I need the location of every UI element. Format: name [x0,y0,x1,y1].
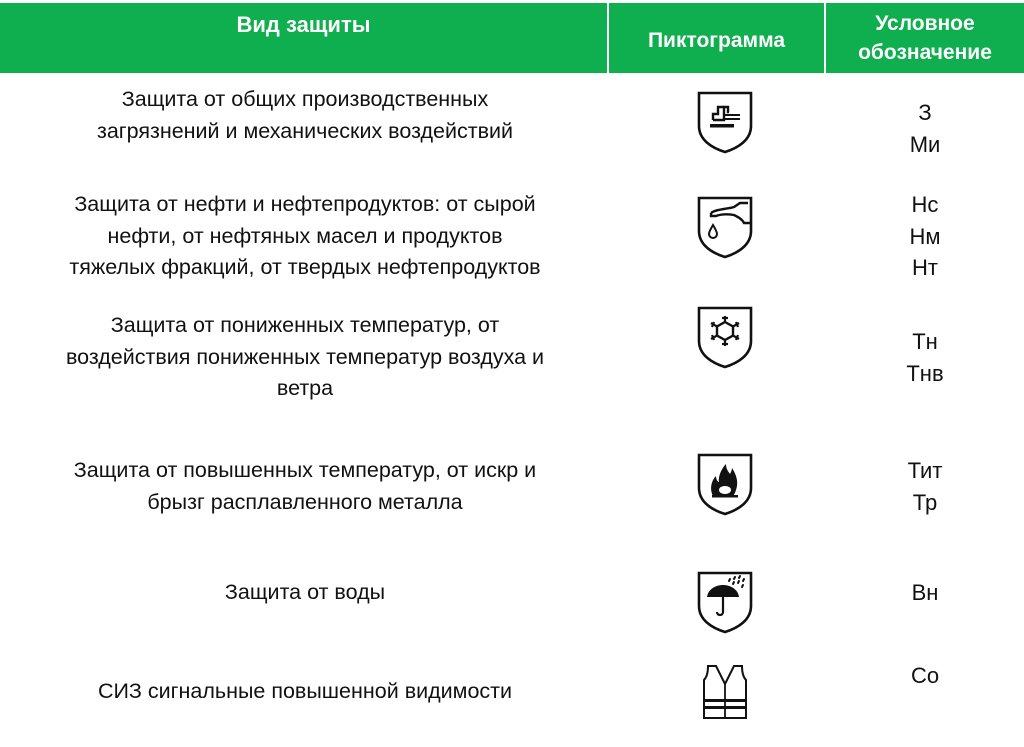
protection-description [0,455,610,518]
code: Нм [909,223,941,249]
description-line: Защита от общих производственных [121,87,489,111]
designation-codes [860,326,990,389]
description-line: Защита от повышенных температур, от искр и [73,458,537,482]
protection-description [0,577,610,609]
column-header-designation-line2: обозначение [858,41,992,64]
protection-description [0,676,610,708]
code: Нс [911,192,939,217]
column-header-designation [826,3,1024,73]
description-line: воздействия пониженных температур воздуха и [65,344,545,369]
designation-codes [860,97,990,160]
code: Со [910,663,940,688]
description-line: ветра [276,376,334,400]
description-line: загрязнений и механических воздействий [96,118,514,143]
code: Тит [907,458,943,483]
shield-flame-icon [696,452,754,516]
code: Тн [912,329,938,354]
shield-snowflake-icon [696,305,754,369]
description-line: тяжелых фракций, от твердых нефтепродуктов [69,255,541,279]
code: Нт [912,255,938,280]
protection-description [0,189,610,284]
description-line: Защита от нефти и нефтепродуктов: от сырой [74,192,536,216]
shield-oil-drop-icon [696,195,754,259]
protection-description [0,310,610,405]
description-line: брызг расплавленного металла [147,489,463,514]
code: Тнв [906,360,944,386]
description-line: Защита от воды [224,580,386,604]
hi-vis-vest-icon [696,660,754,724]
description-line: СИЗ сигнальные повышенной видимости [97,679,513,703]
description-line: Защита от пониженных температур, от [110,313,500,337]
code: Тр [912,489,938,515]
code: Ми [909,131,941,157]
shield-mechanical-icon [696,90,754,154]
designation-codes [860,455,990,518]
description-line: нефти, от нефтяных масел и продуктов [107,223,503,248]
designation-codes [860,577,990,609]
code: З [918,100,932,125]
shield-umbrella-rain-icon [696,570,754,634]
code: Вн [911,580,939,605]
protection-description [0,84,610,147]
column-header-pictogram: Пиктограмма [609,3,824,73]
designation-codes [860,660,990,692]
column-header-protection-type: Вид защиты [0,3,607,73]
column-header-designation-line1: Условное [875,12,975,35]
table-header [0,3,1024,73]
designation-codes [860,189,990,284]
